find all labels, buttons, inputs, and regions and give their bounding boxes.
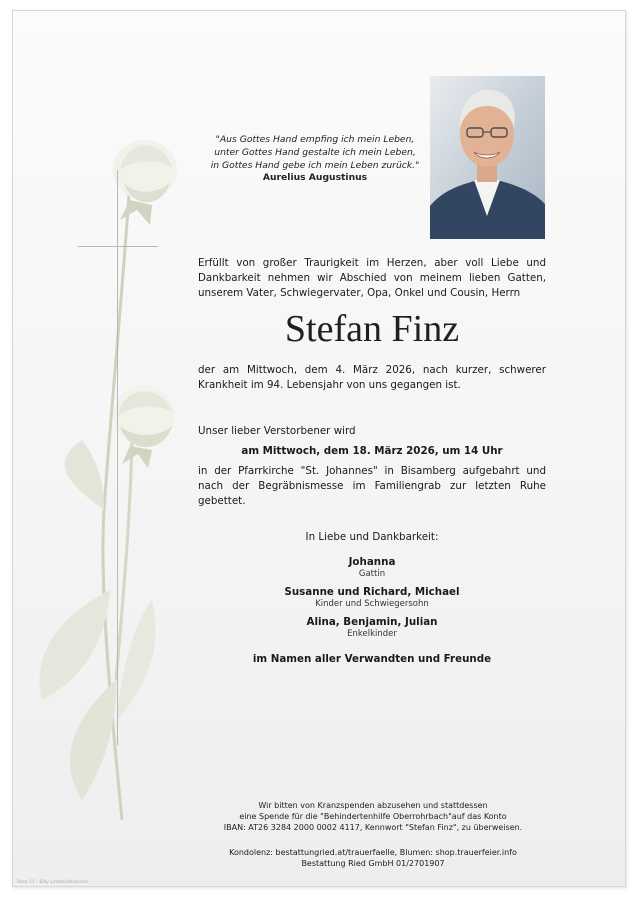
mourner-role: Gattin bbox=[358, 569, 386, 579]
ceremony-intro: Unser lieber Verstorbener wird bbox=[198, 425, 356, 437]
mourner-role: Kinder und Schwiegersohn bbox=[315, 599, 429, 609]
closing-line: In Liebe und Dankbarkeit: bbox=[305, 531, 439, 543]
image-credit: Rose 11 - Billy Lindmüdeutsche bbox=[17, 880, 88, 885]
footer-line: IBAN: AT26 3284 2000 0002 4117, Kennwort "Stefan Finz", zu überweisen. bbox=[223, 823, 523, 833]
mourner-entry bbox=[198, 616, 546, 639]
relatives-line: im Namen aller Verwandten und Freunde bbox=[252, 653, 492, 665]
footer-line: Wir bitten von Kranzspenden abzusehen und stattdessen bbox=[258, 801, 488, 810]
mourner-name: Johanna bbox=[348, 556, 396, 568]
quote-line: in Gottes Hand gebe ich mein Leben zurück." bbox=[210, 159, 420, 171]
mourner-role: Enkelkinder bbox=[347, 629, 397, 639]
mourner-entry bbox=[198, 586, 546, 609]
portrait-photo bbox=[430, 76, 545, 239]
mourner-entry bbox=[198, 556, 546, 579]
footer-line: eine Spende für die "Behindertenhilfe Oberrohrbach"auf das Konto bbox=[239, 812, 507, 822]
quote-line: "Aus Gottes Hand empfing ich mein Leben, bbox=[215, 134, 415, 145]
mourner-name: Alina, Benjamin, Julian bbox=[306, 616, 438, 628]
bible-quote bbox=[200, 134, 430, 185]
donation-note bbox=[180, 800, 566, 834]
funeral-contact bbox=[180, 847, 566, 869]
white-rose-illustration bbox=[12, 120, 182, 840]
company-line: Bestattung Ried GmbH 01/2701907 bbox=[301, 859, 445, 869]
condolence-line: Kondolenz: bestattungried.at/trauerfaelle, Blumen: shop.trauerfeier.info bbox=[229, 848, 517, 857]
cross-horizontal-line bbox=[78, 246, 158, 247]
mourner-name: Susanne und Richard, Michael bbox=[284, 586, 460, 598]
ceremony-text: in der Pfarrkirche "St. Johannes" in Bisamberg aufgebahrt und nach der Begräbnismesse im Familiengrab zur letzten Ruhe gebettet. bbox=[198, 465, 546, 508]
cross-vertical-line bbox=[117, 170, 118, 745]
death-notice-text: der am Mittwoch, dem 4. März 2026, nach kurzer, schwerer Krankheit im 94. Lebensjahr von uns gegangen ist. bbox=[198, 364, 546, 392]
quote-author: Aurelius Augustinus bbox=[262, 172, 368, 184]
deceased-name: Stefan Finz bbox=[284, 308, 460, 350]
quote-line: unter Gottes Hand gestalte ich mein Leben, bbox=[214, 146, 416, 158]
ceremony-date: am Mittwoch, dem 18. März 2026, um 14 Uhr bbox=[241, 445, 503, 457]
intro-text: Erfüllt von großer Traurigkeit im Herzen, aber voll Liebe und Dankbarkeit nehmen wir Abschied von meinem lieben Gatten, unserem Vater, Schwiegervater, Opa, Onkel und Cousin, Herrn bbox=[198, 257, 546, 300]
